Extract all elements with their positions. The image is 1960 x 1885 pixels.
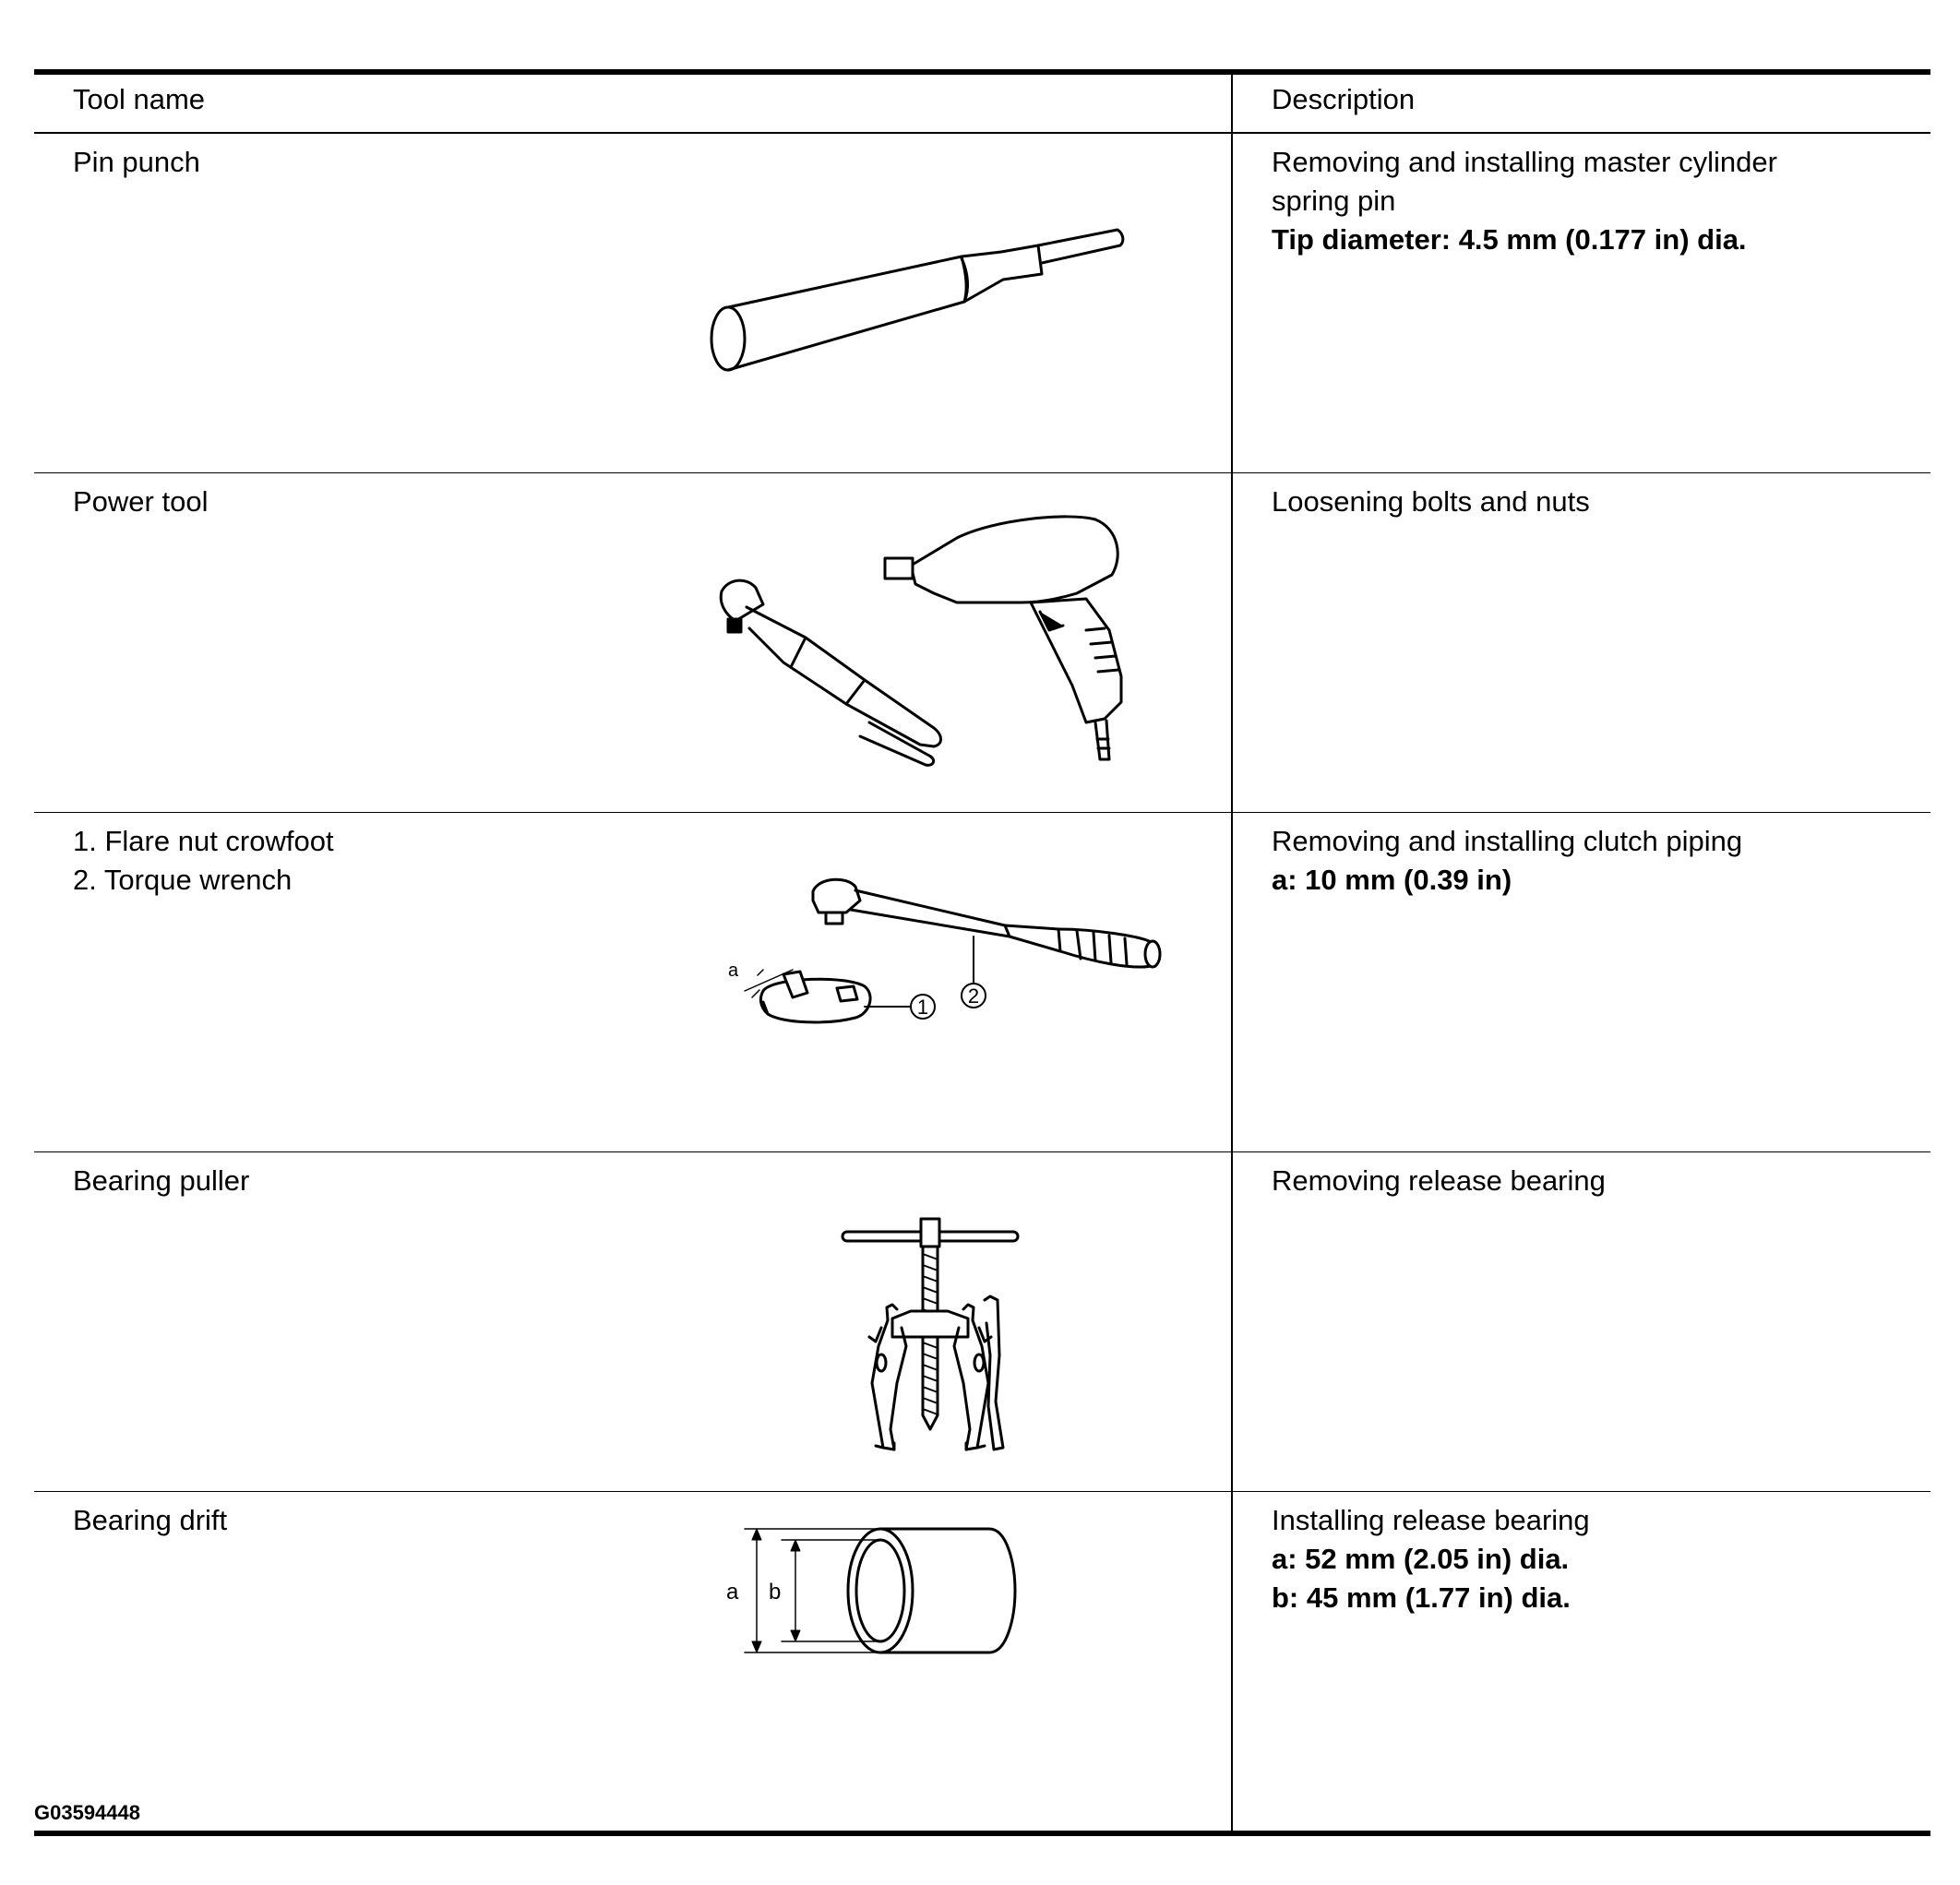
power-tool-icon <box>34 473 1232 803</box>
description-cell: Installing release bearing a: 52 mm (2.05 in) dia. b: 45 mm (1.77 in) dia. <box>1232 1492 1930 1834</box>
description-cell: Removing release bearing <box>1232 1152 1930 1492</box>
callout-2-label: 2 <box>967 984 980 1008</box>
tool-name: Bearing drift <box>73 1504 228 1536</box>
tool-cell <box>34 1152 1232 1492</box>
table-row <box>34 1152 1930 1492</box>
tools-sheet <box>34 69 1930 1836</box>
dimension-a-label: a <box>726 1580 739 1605</box>
figure-id: G03594448 <box>34 1801 140 1824</box>
bearing-drift-icon <box>34 1492 1232 1821</box>
table-header-row <box>34 72 1930 133</box>
dimension-a-label: a <box>728 960 739 981</box>
tools-table <box>34 69 1930 1836</box>
crowfoot-torque-wrench-icon <box>34 813 1232 1142</box>
tool-cell <box>34 1492 1232 1834</box>
tool-name: Power tool <box>73 485 209 518</box>
tool-cell <box>34 813 1232 1152</box>
table-row <box>34 473 1930 813</box>
tool-cell <box>34 133 1232 473</box>
tool-name-header: Tool name <box>34 72 1232 133</box>
dimension-b-label: b <box>769 1580 782 1605</box>
table-row <box>34 1492 1930 1834</box>
description-cell: Removing and installing master cylinder spring pin Tip diameter: 4.5 mm (0.177 in) dia. <box>1232 133 1930 473</box>
tool-cell <box>34 473 1232 813</box>
tool-name: Pin punch <box>73 146 200 178</box>
tool-name: 1. Flare nut crowfoot 2. Torque wrench <box>73 825 334 896</box>
table-row <box>34 813 1930 1152</box>
description-cell: Loosening bolts and nuts <box>1232 473 1930 813</box>
tool-name: Bearing puller <box>73 1164 250 1197</box>
table-row <box>34 133 1930 473</box>
description-cell: Removing and installing clutch piping a: 10 mm (0.39 in) <box>1232 813 1930 1152</box>
description-header: Description <box>1232 72 1930 133</box>
callout-1-label: 1 <box>916 996 929 1019</box>
pin-punch-icon <box>34 134 1232 463</box>
bearing-puller-icon <box>34 1152 1232 1482</box>
